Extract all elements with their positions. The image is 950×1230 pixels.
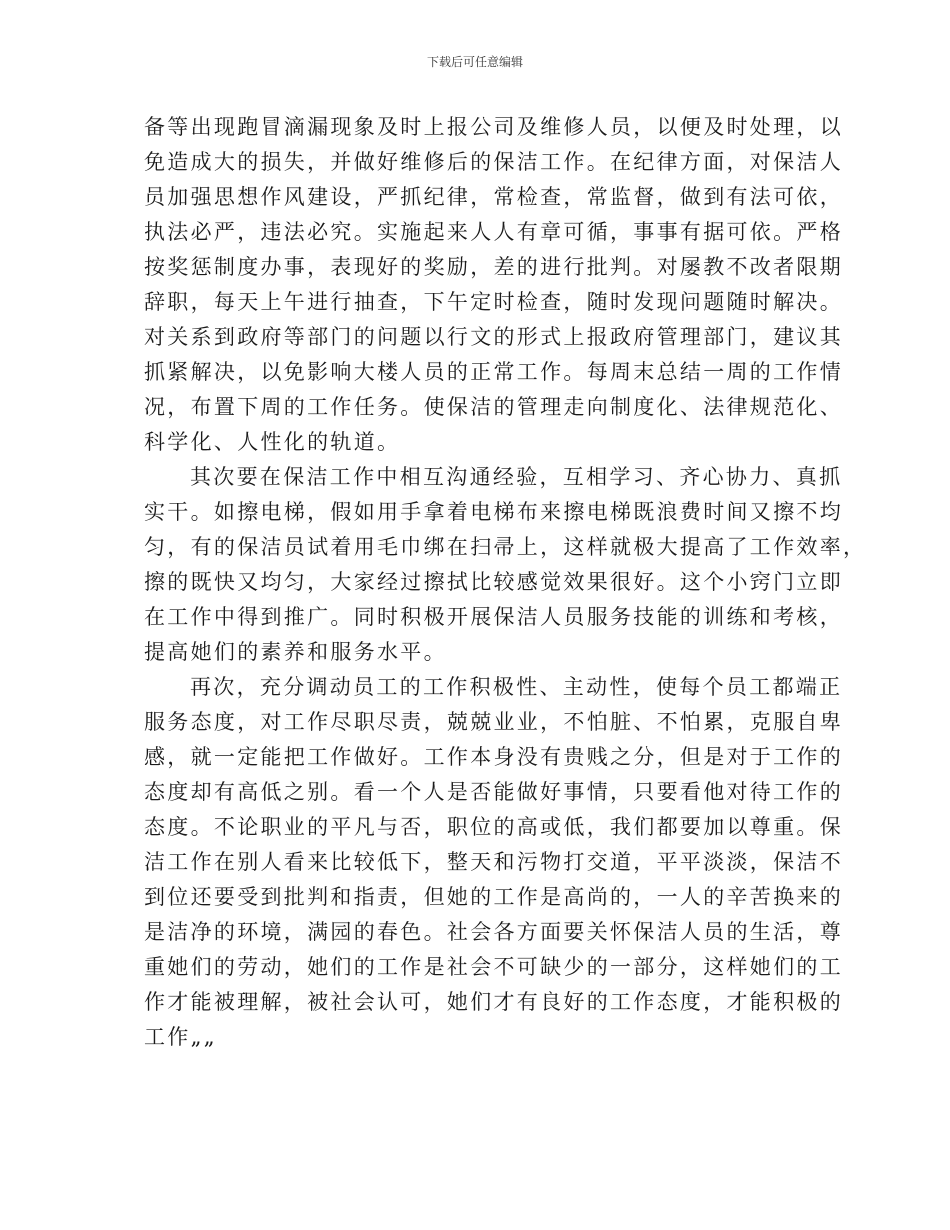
text-line: 在工作中得到推广。同时积极开展保洁人员服务技能的训练和考核，: [144, 605, 843, 629]
text-line: 免造成大的损失，并做好维修后的保洁工作。在纪律方面，对保洁人: [144, 150, 843, 174]
text-line: 重她们的劳动，她们的工作是社会不可缺少的一部分，这样她们的工: [144, 955, 843, 979]
text-line: 擦的既快又均匀，大家经过擦拭比较感觉效果很好。这个小窍门立即: [144, 570, 843, 594]
text-line: 再次，充分调动员工的工作积极性、主动性，使每个员工都端正: [190, 675, 843, 699]
text-line: 其次要在保洁工作中相互沟通经验，互相学习、齐心协力、真抓: [190, 465, 843, 489]
text-line: 员加强思想作风建设，严抓纪律，常检查，常监督，做到有法可依，: [144, 185, 843, 209]
text-line: 辞职，每天上午进行抽查，下午定时检查，随时发现问题随时解决。: [144, 290, 843, 314]
text-line: 感，就一定能把工作做好。工作本身没有贵贱之分，但是对于工作的: [144, 745, 843, 769]
paragraph-2: [144, 460, 867, 670]
text-line: 服务态度，对工作尽职尽责，兢兢业业，不怕脏、不怕累，克服自卑: [144, 710, 843, 734]
document-body: [144, 110, 867, 1055]
text-line: 抓紧解决，以免影响大楼人员的正常工作。每周末总结一周的工作情: [144, 360, 843, 384]
text-line: 科学化、人性化的轨道。: [144, 430, 401, 454]
text-line: 态度却有高低之别。看一个人是否能做好事情，只要看他对待工作的: [144, 780, 843, 804]
text-line: 备等出现跑冒滴漏现象及时上报公司及维修人员，以便及时处理，以: [144, 115, 843, 139]
paragraph-1: [144, 110, 843, 460]
text-line: 实干。如擦电梯，假如用手拿着电梯布来擦电梯既浪费时间又擦不均: [144, 500, 843, 524]
text-line: 提高她们的素养和服务水平。: [144, 640, 447, 664]
page-header: 下载后可任意编辑: [426, 55, 523, 69]
text-line: 执法必严，违法必究。实施起来人人有章可循，事事有据可依。严格: [144, 220, 843, 244]
text-line: 作才能被理解，被社会认可，她们才有良好的工作态度，才能积极的: [144, 990, 843, 1014]
text-line: 匀，有的保洁员试着用毛巾绑在扫帚上，这样就极大提高了工作效率，: [144, 535, 867, 559]
text-line: 工作„„: [144, 1025, 217, 1049]
text-line: 况，布置下周的工作任务。使保洁的管理走向制度化、法律规范化、: [144, 395, 843, 419]
text-line: 到位还要受到批判和指责，但她的工作是高尚的，一人的辛苦换来的: [144, 885, 843, 909]
paragraph-3: [144, 670, 843, 1055]
text-line: 对关系到政府等部门的问题以行文的形式上报政府管理部门，建议其: [144, 325, 843, 349]
text-line: 按奖惩制度办事，表现好的奖励，差的进行批判。对屡教不改者限期: [144, 255, 843, 279]
text-line: 洁工作在别人看来比较低下，整天和污物打交道，平平淡淡，保洁不: [144, 850, 843, 874]
text-line: 态度。不论职业的平凡与否，职位的高或低，我们都要加以尊重。保: [144, 815, 843, 839]
text-line: 是洁净的环境，满园的春色。社会各方面要关怀保洁人员的生活，尊: [144, 920, 843, 944]
